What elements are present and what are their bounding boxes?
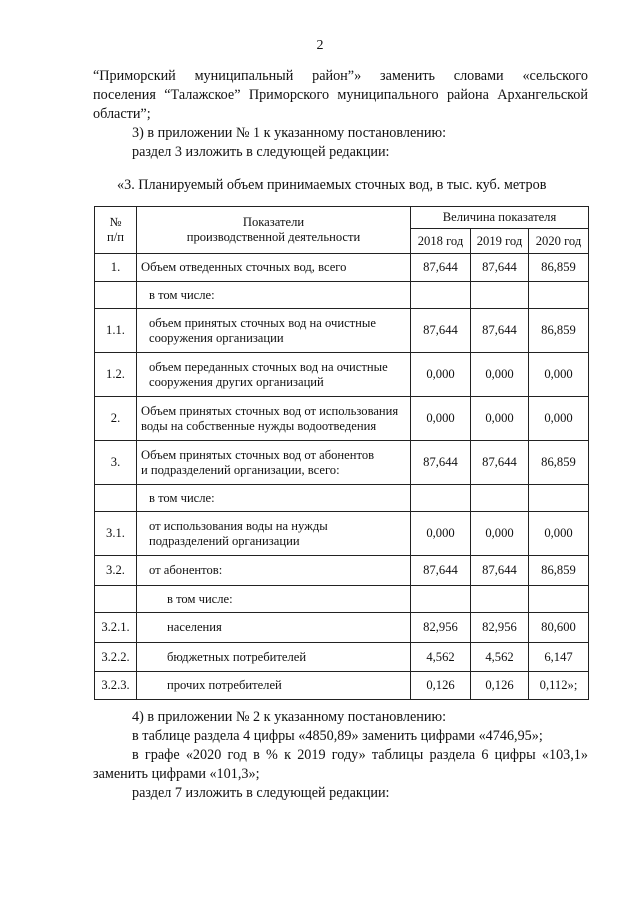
page-number: 2	[316, 38, 324, 53]
row-value	[471, 282, 529, 309]
row-num: 3.1.	[95, 512, 137, 556]
table-row	[95, 254, 589, 282]
intro-line-1: “Приморский муниципальный район”» заменить словами «сельского	[93, 68, 588, 84]
row-value: 0,000	[411, 397, 471, 441]
row-num: 3.2.3.	[95, 672, 137, 700]
row-value: 82,956	[411, 613, 471, 643]
row-label: объем принятых сточных вод на очистные сооружения организации	[137, 309, 411, 353]
row-label: от использования воды на нужды подразделений организации	[137, 512, 411, 556]
item3-line-2: раздел 3 изложить в следующей редакции:	[132, 144, 390, 160]
table-row	[95, 441, 589, 485]
table-row	[95, 556, 589, 586]
header-year-2020: 2020 год	[529, 229, 589, 254]
row-value: 0,000	[529, 353, 589, 397]
row-label: в том числе:	[137, 485, 411, 512]
row-value: 87,644	[411, 556, 471, 586]
row-value	[529, 282, 589, 309]
row-value	[529, 586, 589, 613]
table-row	[95, 512, 589, 556]
row-label: прочих потребителей	[137, 672, 411, 700]
row-num	[95, 485, 137, 512]
row-value: 0,000	[529, 397, 589, 441]
item3-line-1: 3) в приложении № 1 к указанному постановлению:	[132, 125, 447, 141]
row-num	[95, 282, 137, 309]
row-value: 86,859	[529, 556, 589, 586]
row-value: 87,644	[471, 441, 529, 485]
row-value: 6,147	[529, 643, 589, 672]
row-value	[411, 485, 471, 512]
row-label: в том числе:	[137, 282, 411, 309]
row-value: 87,644	[411, 254, 471, 282]
row-value: 0,126	[411, 672, 471, 700]
item4-line-3: в графе «2020 год в % к 2019 году» таблицы раздела 6 цифры «103,1»	[132, 747, 588, 763]
row-num: 3.	[95, 441, 137, 485]
row-label: населения	[137, 613, 411, 643]
item4-line-2: в таблице раздела 4 цифры «4850,89» заменить цифрами «4746,95»;	[132, 728, 543, 744]
row-num	[95, 586, 137, 613]
table-row	[95, 613, 589, 643]
section-title: «3. Планируемый объем принимаемых сточных вод, в тыс. куб. метров	[117, 177, 547, 193]
table-row	[95, 672, 589, 700]
row-value	[411, 282, 471, 309]
header-year-2019: 2019 год	[471, 229, 529, 254]
table-row	[95, 353, 589, 397]
row-label: объем переданных сточных вод на очистные сооружения других организаций	[137, 353, 411, 397]
row-value: 0,126	[471, 672, 529, 700]
header-indicator: Показатели производственной деятельности	[137, 207, 411, 254]
row-value	[471, 586, 529, 613]
row-value: 86,859	[529, 254, 589, 282]
table-row	[95, 586, 589, 613]
row-value: 86,859	[529, 441, 589, 485]
header-value-group: Величина показателя	[411, 207, 589, 229]
item4-line-1: 4) в приложении № 2 к указанному постановлению:	[132, 709, 447, 725]
row-value: 0,000	[411, 512, 471, 556]
row-label: Объем принятых сточных вод от абонентов и подразделений организации, всего:	[137, 441, 411, 485]
row-num: 3.2.2.	[95, 643, 137, 672]
row-num: 2.	[95, 397, 137, 441]
table-row	[95, 282, 589, 309]
row-value: 87,644	[411, 441, 471, 485]
row-value: 0,000	[529, 512, 589, 556]
table-row	[95, 643, 589, 672]
row-label: Объем принятых сточных вод от использования воды на собственные нужды водоотведения	[137, 397, 411, 441]
row-num: 1.1.	[95, 309, 137, 353]
row-value: 82,956	[471, 613, 529, 643]
row-value: 87,644	[471, 556, 529, 586]
intro-line-2: поселения “Талажское” Приморского муниципального района Архангельской	[93, 87, 588, 103]
wastewater-table	[94, 206, 589, 700]
row-num: 1.	[95, 254, 137, 282]
row-value: 4,562	[471, 643, 529, 672]
row-label: Объем отведенных сточных вод, всего	[137, 254, 411, 282]
row-value: 0,112»;	[529, 672, 589, 700]
header-num: № п/п	[95, 207, 137, 254]
row-value: 87,644	[471, 254, 529, 282]
row-value: 86,859	[529, 309, 589, 353]
header-year-2018: 2018 год	[411, 229, 471, 254]
row-value: 0,000	[411, 353, 471, 397]
row-value	[411, 586, 471, 613]
row-label: в том числе:	[137, 586, 411, 613]
row-num: 1.2.	[95, 353, 137, 397]
row-value: 0,000	[471, 397, 529, 441]
item4-line-4: заменить цифрами «101,3»;	[93, 766, 260, 782]
row-value: 0,000	[471, 512, 529, 556]
intro-line-3: области”;	[93, 106, 151, 122]
table-row	[95, 309, 589, 353]
row-value: 80,600	[529, 613, 589, 643]
row-num: 3.2.1.	[95, 613, 137, 643]
row-value: 0,000	[471, 353, 529, 397]
row-value	[471, 485, 529, 512]
row-value: 4,562	[411, 643, 471, 672]
row-value	[529, 485, 589, 512]
row-num: 3.2.	[95, 556, 137, 586]
item4-line-5: раздел 7 изложить в следующей редакции:	[132, 785, 390, 801]
row-label: бюджетных потребителей	[137, 643, 411, 672]
row-label: от абонентов:	[137, 556, 411, 586]
row-value: 87,644	[471, 309, 529, 353]
table-row	[95, 485, 589, 512]
table-row	[95, 397, 589, 441]
row-value: 87,644	[411, 309, 471, 353]
